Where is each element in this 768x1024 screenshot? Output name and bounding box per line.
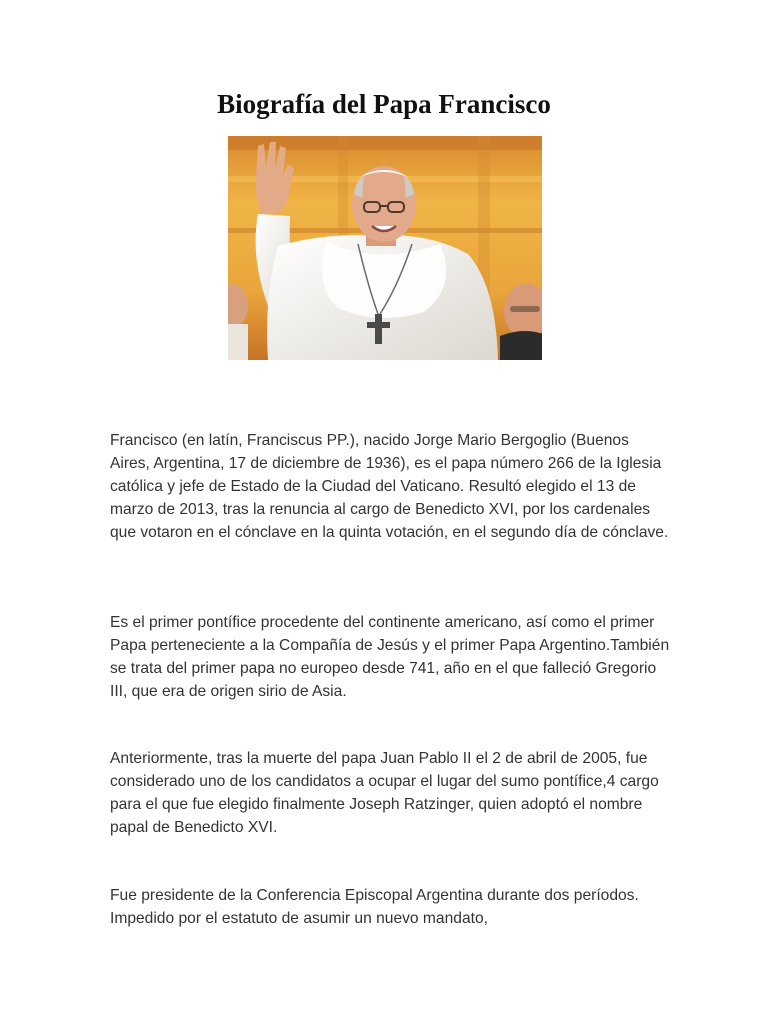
paragraph-3: Anteriormente, tras la muerte del papa Juan Pablo II el 2 de abril de 2005, fue considerado uno de los candidatos a ocupar el lugar del sumo pontífice,4 cargo para el que fue elegido finalmente Joseph Ratzinger, quien adoptó el nombre papal de Benedicto XVI. bbox=[110, 750, 659, 836]
pope-photo-illustration bbox=[228, 136, 542, 360]
paragraph-2: Es el primer pontífice procedente del continente americano, así como el primer Papa perteneciente a la Compañía de Jesús y el primer Papa Argentino.También se trata del primer papa no europeo desde 741, año en el que falleció Gregorio III, que era de origen sirio de Asia. bbox=[110, 614, 670, 700]
page-title: Biografía del Papa Francisco bbox=[217, 89, 551, 119]
paragraph-4: Fue presidente de la Conferencia Episcopal Argentina durante dos períodos. Impedido por el estatuto de asumir un nuevo mandato, bbox=[110, 887, 639, 927]
pope-photo bbox=[228, 136, 542, 360]
paragraph-1: Francisco (en latín, Franciscus PP.), nacido Jorge Mario Bergoglio (Buenos Aires, Argentina, 17 de diciembre de 1936), es el papa número 266 de la Iglesia católica y jefe de Estado de la Ciudad del Vaticano. Resultó elegido el 13 de marzo de 2013, tras la renuncia al cargo de Benedicto XVI, por los cardenales que votaron en el cónclave en la quinta votación, en el segundo día de cónclave. bbox=[110, 432, 669, 541]
